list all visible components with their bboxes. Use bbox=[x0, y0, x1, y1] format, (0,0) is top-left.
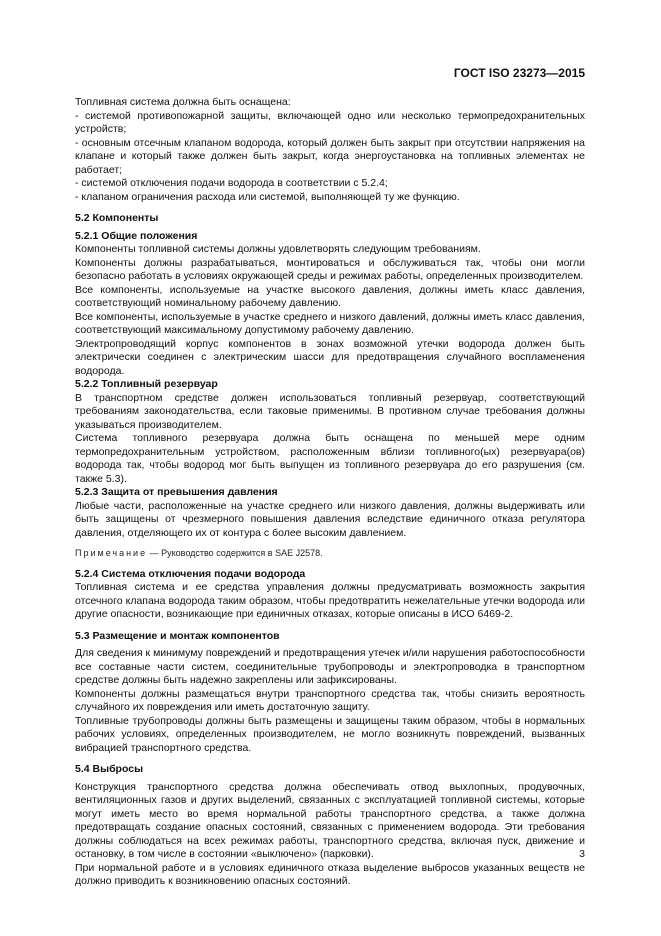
note-text: — Руководство содержится в SAE J2578. bbox=[147, 548, 323, 558]
section-heading-5-3: 5.3 Размещение и монтаж компонентов bbox=[75, 629, 280, 642]
paragraph: Все компоненты, используемые в участке среднего и низкого давлений, должны иметь класс давления, соответствующий максимальному допустимому рабочему давлению. bbox=[75, 310, 585, 336]
paragraph: Топливные трубопроводы должны быть размещены и защищены таким образом, чтобы в нормальных рабочих условиях, определенных производителем, не могло возникнуть повреждений, вызванных вибрацией транспортного средства. bbox=[75, 714, 585, 754]
intro-lead: Топливная система должна быть оснащена: bbox=[75, 96, 291, 108]
intro-item: - системой отключения подачи водорода в соответствии с 5.2.4; bbox=[75, 177, 388, 189]
paragraph: Система топливного резервуара должна быть оснащена по меньшей мере одним термопредохранительным устройством, расположенным вблизи топливного(ых) резервуара(ов) водорода так, чтобы водород мог быть выпущен из топливного резервуара до его разрушения (см. также 5.3). bbox=[75, 432, 585, 485]
paragraph: Электропроводящий корпус компонентов в зонах возможной утечки водорода должен быть электрически соединен с электрическим шасси для предотвращения случайного воспламенения водорода. bbox=[75, 337, 585, 377]
page-number: 3 bbox=[579, 848, 585, 860]
note bbox=[75, 547, 585, 561]
page-content bbox=[75, 96, 585, 889]
paragraph: В транспортном средстве должен использоваться топливный резервуар, соответствующий требованиям законодательства, если таковые применимы. В противном случае требования должны указываться производителем. bbox=[75, 391, 585, 431]
intro-item: - клапаном ограничения расхода или системой, выполняющей ту же функцию. bbox=[75, 190, 460, 203]
paragraph: Компоненты должны размещаться внутри транспортного средства так, чтобы снизить вероятность случайного их повреждения или иметь достаточную защиту. bbox=[75, 687, 585, 713]
paragraph: Топливная система и ее средства управления должны предусматривать возможность закрытия отсечного клапана водорода таким образом, чтобы предотвратить нежелательные утечки водорода или другие опасности, возникающие при единичных отказах, которые описаны в ИСО 6469-2. bbox=[75, 581, 585, 620]
section-heading-5-2-3: 5.2.3 Защита от превышения давления bbox=[75, 486, 278, 498]
paragraph: Конструкция транспортного средства должна обеспечивать отвод выхлопных, продувочных, вентиляционных газов и других выделений, связанных с эксплуатацией топливной системы, которые могут иметь место во время нормальной работы транспортного средства, а также должна предотвращать создание опасных состояний, связанных с применением водорода. Эти требования должны соблюдаться на всех режимах работы, транспортного средства, включая пуск, движение и остановку, в том числе в состоянии «выключено» (парковки). bbox=[75, 780, 585, 860]
paragraph: Компоненты должны разрабатываться, монтироваться и обслуживаться так, чтобы они могли безопасно работать в условиях окружающей среды и режимах работы, определенных производителем. bbox=[75, 256, 585, 282]
paragraph: Любые части, расположенные на участке среднего или низкого давления, должны выдерживать или быть защищены от чрезмерного повышения давления вследствие единичного отказа регулятора давления, отделяющего их от контура с более высоким давлением. bbox=[75, 499, 585, 539]
paragraph: При нормальной работе и в условиях единичного отказа выделение выбросов указанных веществ не должно приводить к возникновению опасных состояний. bbox=[75, 861, 585, 887]
section-heading-5-2: 5.2 Компоненты bbox=[75, 212, 159, 224]
paragraph: Для сведения к минимуму повреждений и предотвращения утечек и/или нарушения работоспособности все составные части систем, соединительные трубопроводы и электропроводка в транспортном средстве должны быть надежно закреплены или зафиксированы. bbox=[75, 647, 585, 686]
section-heading-5-2-1: 5.2.1 Общие положения bbox=[75, 229, 198, 242]
section-heading-5-2-2: 5.2.2 Топливный резервуар bbox=[75, 378, 218, 390]
intro-item: - основным отсечным клапаном водорода, который должен быть закрыт при отсутствии напряжения на клапане и который также должен быть закрыт, когда энергоустановка на топливных элементах не работает; bbox=[75, 136, 585, 176]
document-code: ГОСТ ISO 23273—2015 bbox=[453, 66, 585, 80]
intro-item: - системой противопожарной защиты, включающей одно или несколько термопредохранительных устройств; bbox=[75, 109, 585, 135]
paragraph: Компоненты топливной системы должны удовлетворять следующим требованиям. bbox=[75, 243, 481, 255]
note-label: Примечание bbox=[75, 548, 148, 558]
section-heading-5-4: 5.4 Выбросы bbox=[75, 763, 144, 775]
section-heading-5-2-4: 5.2.4 Система отключения подачи водорода bbox=[75, 567, 306, 580]
paragraph: Все компоненты, используемые на участке высокого давления, должны иметь класс давления, соответствующий номинальному рабочему давлению. bbox=[75, 283, 585, 309]
